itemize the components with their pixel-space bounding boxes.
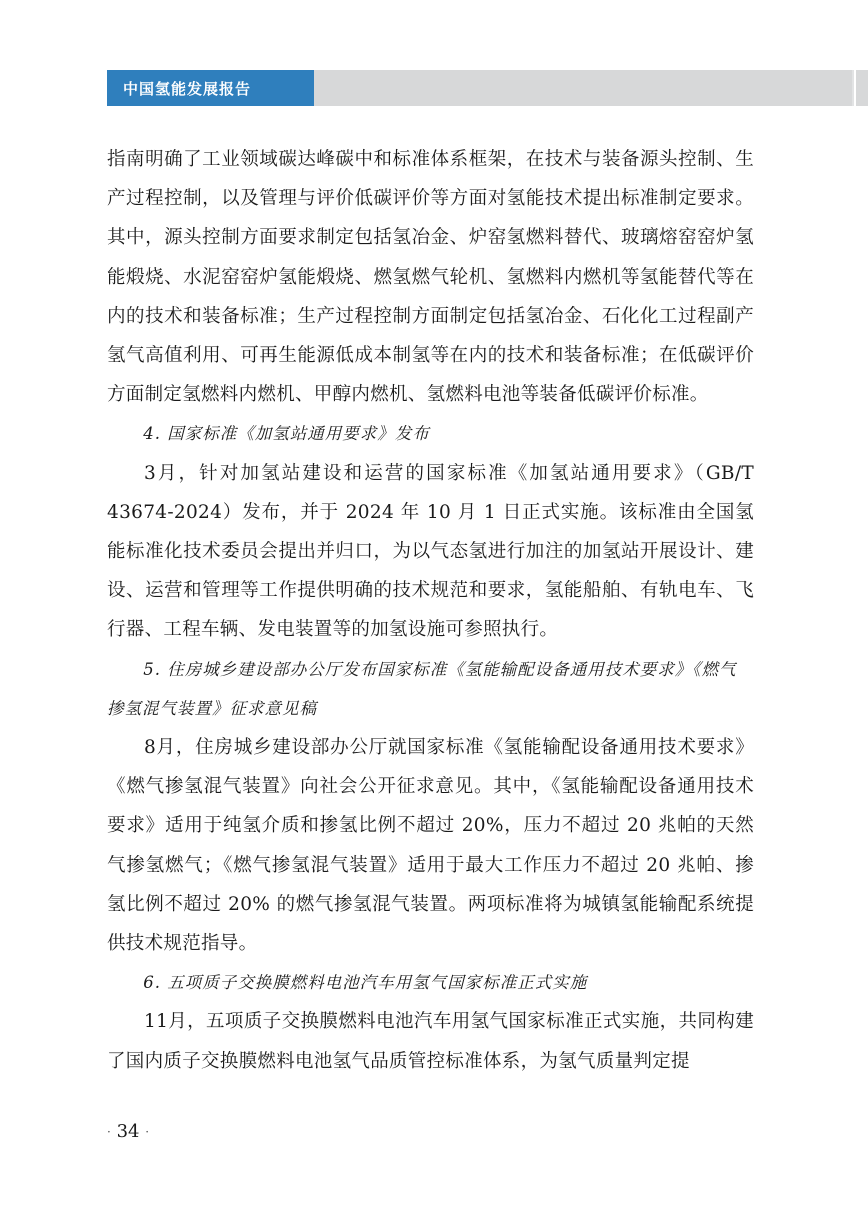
section-title-tab	[107, 70, 314, 106]
heading-item-5: 5. 住房城乡建设部办公厅发布国家标准《氢能输配设备通用技术要求》《燃气掺氢混气装置》征求意见稿	[107, 659, 737, 718]
page-number-value: 34	[116, 1121, 140, 1142]
paragraph-item-5: 8月，住房城乡建设部办公厅就国家标准《氢能输配设备通用技术要求》《燃气掺氢混气装置》向社会公开征求意见。其中，《氢能输配设备通用技术要求》适用于纯氢介质和掺氢比例不超过 20%，压力不超过 20 兆帕的天然气掺氢燃气；《燃气掺氢混气装置》适用于最大工作压力不超过 20 兆帕、掺氢比例不超过 20% 的燃气掺氢混气装置。两项标准将为城镇氢能输配系统提供技术规范指导。	[107, 737, 754, 955]
paragraph-guideline: 指南明确了工业领域碳达峰碳中和标准体系框架，在技术与装备源头控制、生产过程控制，以及管理与评价低碳评价等方面对氢能技术提出标准制定要求。其中，源头控制方面要求制定包括氢冶金、炉窑氢燃料替代、玻璃熔窑窑炉氢能煅烧、水泥窑窑炉氢能煅烧、燃氢燃气轮机、氢燃料内燃机等氢能替代等在内的技术和装备标准；生产过程控制方面制定包括氢冶金、石化化工过程副产氢气高值利用、可再生能源低成本制氢等在内的技术和装备标准；在低碳评价方面制定氢燃料内燃机、甲醇内燃机、氢燃料电池等装备低碳评价标准。	[107, 149, 754, 406]
page-edge-strip-inner	[856, 70, 868, 106]
main-content	[107, 140, 754, 1081]
paragraph-item-4: 3月，针对加氢站建设和运营的国家标准《加氢站通用要求》（GB/T 43674-2024）发布，并于 2024 年 10 月 1 日正式实施。该标准由全国氢能标准化技术委员会提出并归口，为以气态氢进行加注的加氢站开展设计、建设、运营和管理等工作提供明确的技术规范和要求，氢能船舶、有轨电车、飞行器、工程车辆、发电装置等的加氢设施可参照执行。	[107, 462, 754, 641]
heading-item-6: 6. 五项质子交换膜燃料电池汽车用氢气国家标准正式实施	[143, 973, 588, 993]
page-number-dot-right: ·	[145, 1125, 150, 1139]
heading-item-4: 4. 国家标准《加氢站通用要求》发布	[143, 424, 430, 444]
page-number-dot-left: ·	[107, 1125, 111, 1139]
paragraph-item-6: 11月，五项质子交换膜燃料电池汽车用氢气国家标准正式实施，共同构建了国内质子交换膜燃料电池氢气品质管控标准体系，为氢气质量判定提	[107, 1011, 754, 1072]
page-number	[107, 1121, 149, 1142]
section-title: 中国氢能发展报告	[123, 79, 252, 98]
